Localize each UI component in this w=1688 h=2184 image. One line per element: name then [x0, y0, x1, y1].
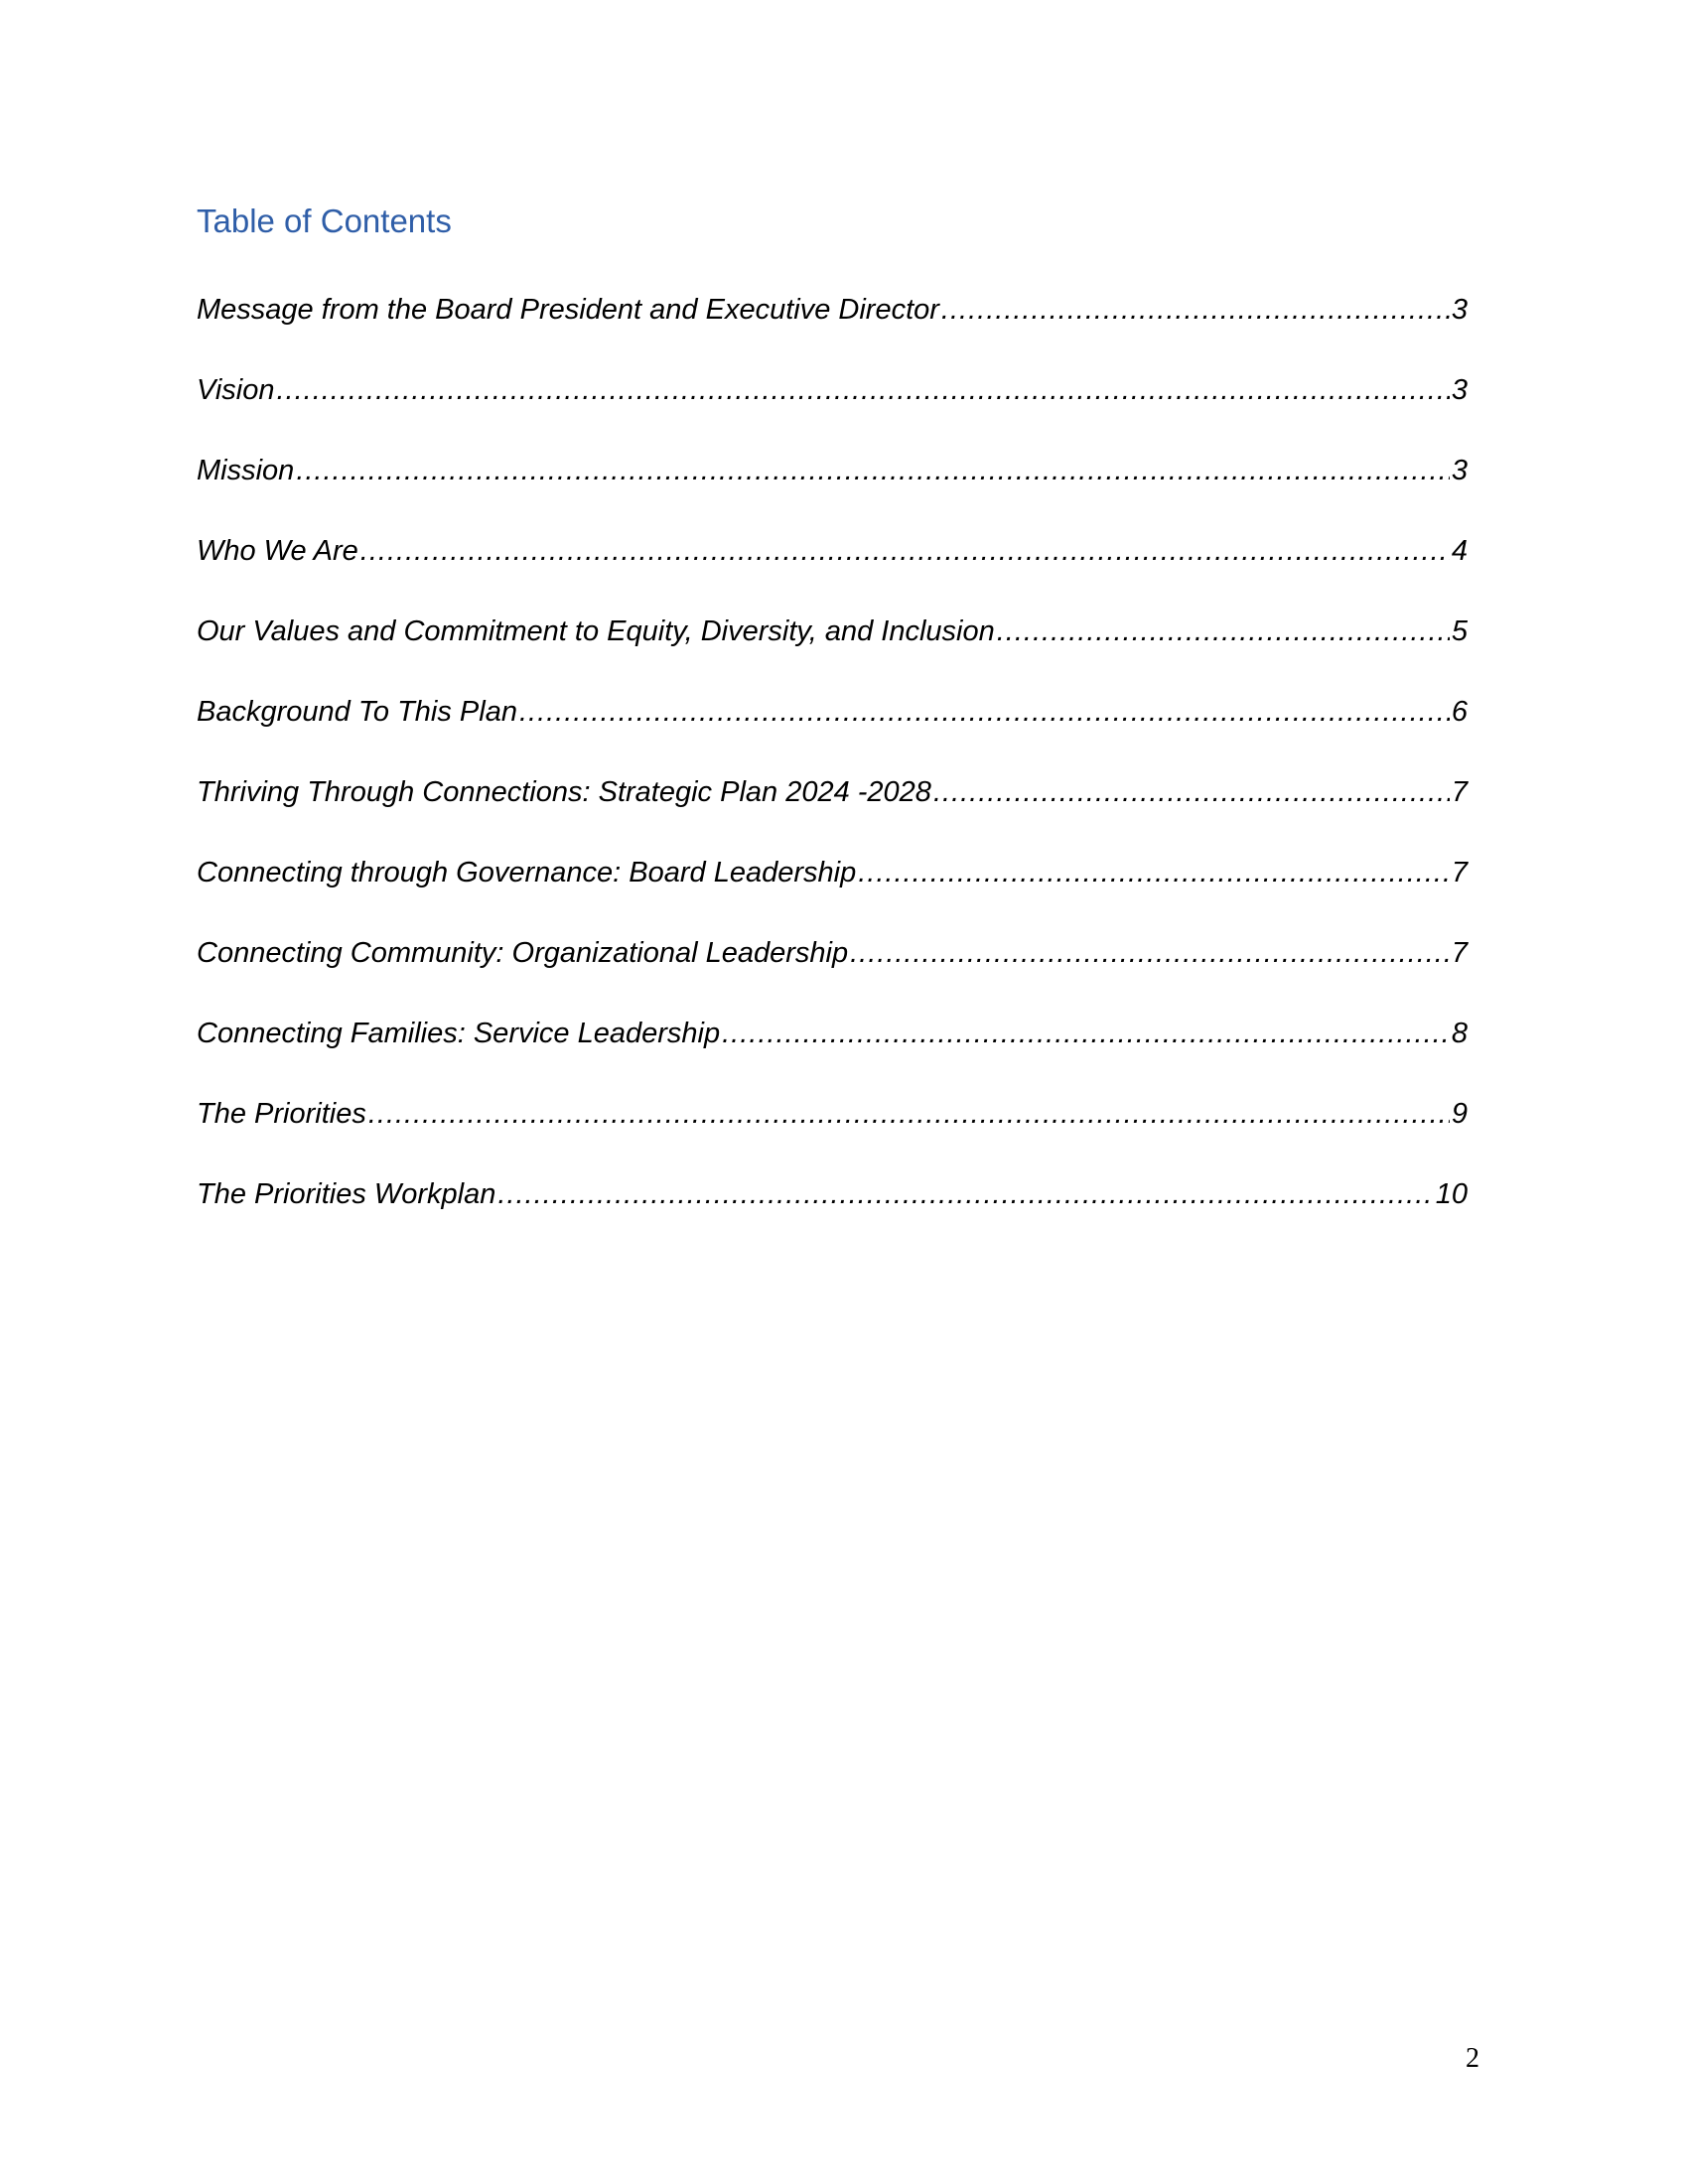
toc-entry[interactable]	[197, 692, 1468, 772]
toc-entry-title: Our Values and Commitment to Equity, Diversity, and Inclusion	[197, 615, 995, 647]
toc-entry-title: The Priorities	[197, 1098, 366, 1130]
dot-leader	[858, 853, 1450, 892]
toc-entry-page: 3	[1451, 455, 1468, 486]
dot-leader	[519, 692, 1450, 732]
toc-entry-page: 3	[1451, 374, 1468, 406]
toc-entry-page: 8	[1451, 1018, 1468, 1049]
toc-entry[interactable]	[197, 612, 1468, 692]
toc-entry[interactable]	[197, 290, 1468, 370]
dot-leader	[368, 1094, 1450, 1134]
dot-leader	[360, 531, 1450, 571]
dot-leader	[497, 1174, 1433, 1214]
toc-entry-page: 5	[1451, 615, 1468, 647]
toc-entry[interactable]	[197, 451, 1468, 531]
dot-leader	[722, 1014, 1450, 1053]
page-number: 2	[1466, 2043, 1479, 2074]
toc-list	[197, 290, 1468, 1255]
toc-entry-page: 4	[1451, 535, 1468, 567]
toc-entry[interactable]	[197, 1094, 1468, 1174]
toc-entry-title: Background To This Plan	[197, 696, 517, 728]
toc-entry-title: Thriving Through Connections: Strategic Plan 2024 -2028	[197, 776, 931, 808]
toc-entry-page: 10	[1435, 1178, 1468, 1210]
toc-entry-page: 7	[1451, 857, 1468, 888]
toc-entry[interactable]	[197, 1174, 1468, 1255]
toc-entry-title: Mission	[197, 455, 295, 486]
toc-entry-title: Connecting Families: Service Leadership	[197, 1018, 721, 1049]
toc-entry-page: 6	[1451, 696, 1468, 728]
toc-entry[interactable]	[197, 370, 1468, 451]
toc-entry-page: 7	[1451, 937, 1468, 969]
toc-entry-page: 3	[1451, 294, 1468, 326]
dot-leader	[997, 612, 1450, 651]
toc-entry-title: Vision	[197, 374, 275, 406]
toc-entry[interactable]	[197, 531, 1468, 612]
toc-entry-title: The Priorities Workplan	[197, 1178, 496, 1210]
toc-entry[interactable]	[197, 933, 1468, 1014]
toc-entry-title: Message from the Board President and Executive Director	[197, 294, 939, 326]
toc-entry-title: Connecting Community: Organizational Leadership	[197, 937, 849, 969]
dot-leader	[933, 772, 1450, 812]
dot-leader	[850, 933, 1450, 973]
toc-entry-title: Connecting through Governance: Board Leadership	[197, 857, 857, 888]
dot-leader	[276, 370, 1449, 410]
dot-leader	[941, 290, 1450, 330]
toc-entry-page: 9	[1451, 1098, 1468, 1130]
toc-entry-title: Who We Are	[197, 535, 358, 567]
toc-entry[interactable]	[197, 772, 1468, 853]
toc-entry[interactable]	[197, 853, 1468, 933]
dot-leader	[296, 451, 1450, 490]
toc-entry[interactable]	[197, 1014, 1468, 1094]
toc-heading: Table of Contents	[197, 203, 452, 239]
toc-entry-page: 7	[1451, 776, 1468, 808]
